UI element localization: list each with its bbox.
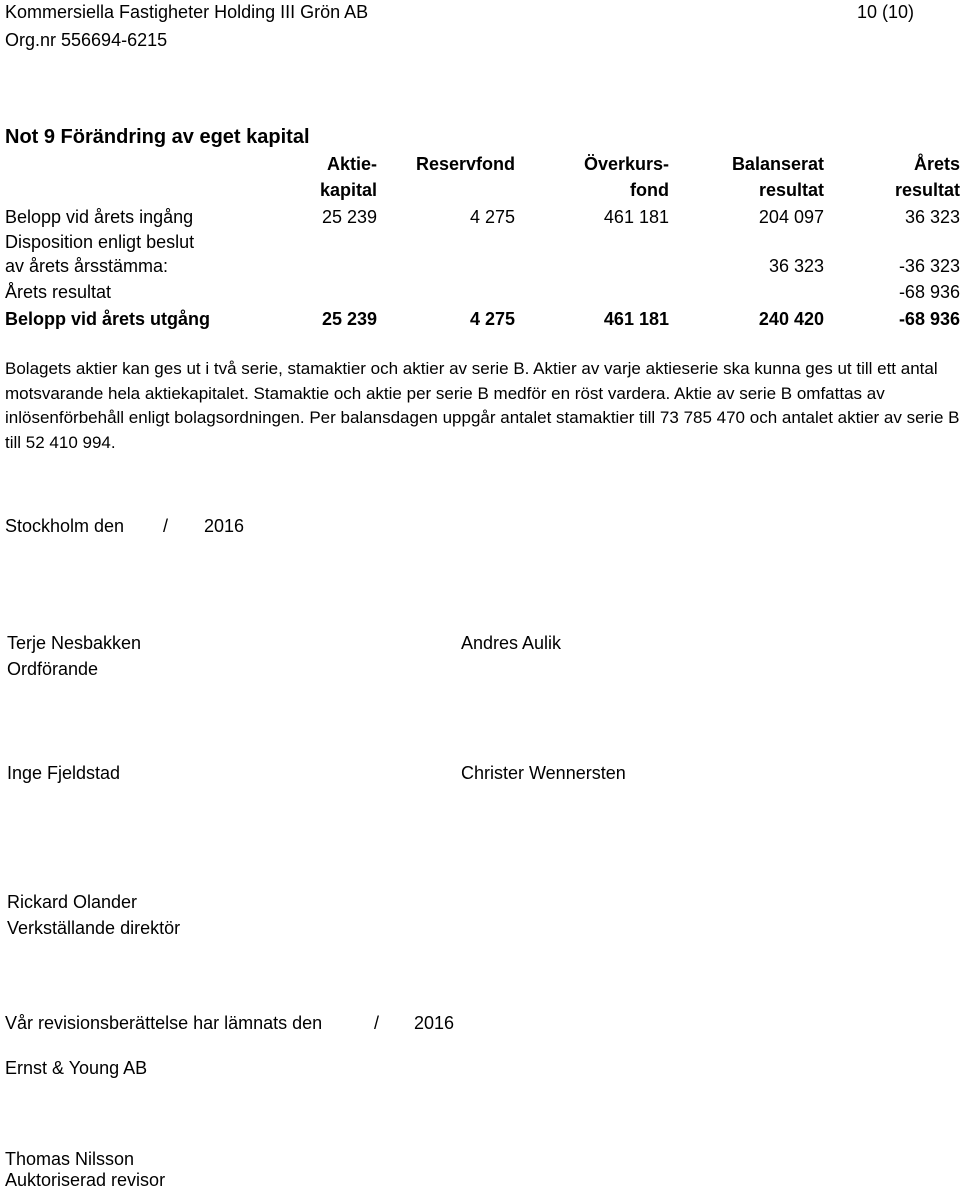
org-number: Org.nr 556694-6215 xyxy=(5,30,168,50)
page-number: 10 (10) xyxy=(856,2,914,22)
auditor-name: Thomas Nilsson xyxy=(5,1149,135,1169)
cell-ingang-balanserat: 204 097 xyxy=(758,207,824,227)
signing-slash: / xyxy=(163,516,169,536)
col-header-aktiekapital-1: Aktie- xyxy=(326,154,377,174)
cell-disposition-arets-resultat: -36 323 xyxy=(898,256,960,276)
signing-year: 2016 xyxy=(204,516,245,536)
auditor-role: Auktoriserad revisor xyxy=(5,1170,166,1190)
cell-utgang-overkursfond: 461 181 xyxy=(603,309,669,329)
signatory-name: Terje Nesbakken xyxy=(7,633,142,653)
cell-utgang-reservfond: 4 275 xyxy=(469,309,515,329)
audit-slash: / xyxy=(374,1013,380,1033)
audit-firm: Ernst & Young AB xyxy=(5,1058,148,1078)
cell-utgang-arets-resultat: -68 936 xyxy=(898,309,960,329)
signatory-name: Rickard Olander xyxy=(7,892,138,912)
signatory-name: Inge Fjeldstad xyxy=(7,763,121,783)
cell-ingang-aktiekapital: 25 239 xyxy=(321,207,377,227)
cell-ingang-reservfond: 4 275 xyxy=(469,207,515,227)
audit-statement: Vår revisionsberättelse har lämnats den xyxy=(5,1013,323,1033)
col-header-overkursfond-2: fond xyxy=(630,180,669,200)
row-label-disposition-2: av årets årsstämma: xyxy=(5,256,169,276)
cell-utgang-balanserat: 240 420 xyxy=(758,309,824,329)
col-header-aktiekapital-2: kapital xyxy=(319,180,377,200)
cell-ingang-overkursfond: 461 181 xyxy=(603,207,669,227)
cell-disposition-balanserat: 36 323 xyxy=(768,256,824,276)
row-label-disposition: Disposition enligt beslut xyxy=(5,232,195,252)
signing-place: Stockholm den xyxy=(5,516,125,536)
audit-year: 2016 xyxy=(414,1013,455,1033)
col-header-overkursfond-1: Överkurs- xyxy=(583,154,669,174)
col-header-balanserat-2: resultat xyxy=(758,180,824,200)
col-header-balanserat-1: Balanserat xyxy=(731,154,824,174)
cell-ingang-arets-resultat: 36 323 xyxy=(904,207,960,227)
company-name: Kommersiella Fastigheter Holding III Grön AB xyxy=(5,2,369,22)
share-description-paragraph: Bolagets aktier kan ges ut i två serie, stamaktier och aktier av serie B. Aktier av varje aktieserie ska kunna ges ut till ett antal motsvarande hela aktiekapitalet. Stamaktie och aktie per serie B medför en röst vardera. Aktie av serie B omfattas av inlösenförbehåll enligt bolagsordningen. Per balansdagen uppgår antalet stamaktier till 73 785 470 och antalet aktier av serie B till 52 410 994. xyxy=(5,359,960,452)
note-title: Not 9 Förändring av eget kapital xyxy=(5,126,310,148)
signatory-role: Ordförande xyxy=(7,659,99,679)
cell-utgang-aktiekapital: 25 239 xyxy=(321,309,377,329)
row-label-ingang: Belopp vid årets ingång xyxy=(5,207,194,227)
col-header-arets-resultat-2: resultat xyxy=(894,180,960,200)
signatory-name: Christer Wennersten xyxy=(461,763,626,783)
row-label-arets-resultat: Årets resultat xyxy=(5,282,112,302)
signatory-role: Verkställande direktör xyxy=(7,918,181,938)
signatory-name: Andres Aulik xyxy=(461,633,562,653)
row-label-utgang: Belopp vid årets utgång xyxy=(5,309,211,329)
col-header-reservfond: Reservfond xyxy=(415,154,515,174)
cell-arets-resultat-value: -68 936 xyxy=(898,282,960,302)
col-header-arets-resultat-1: Årets xyxy=(913,154,960,174)
